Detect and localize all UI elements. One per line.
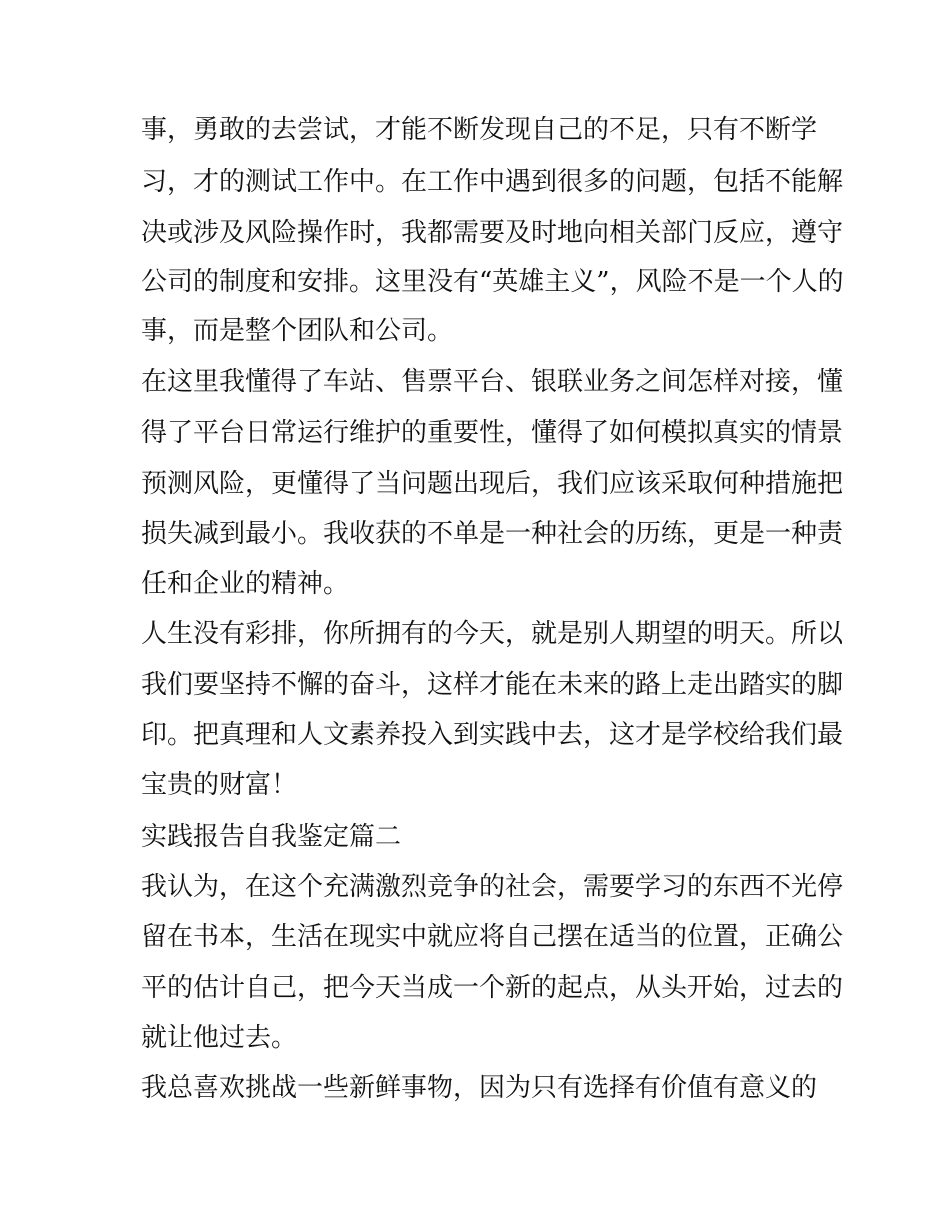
text-line: 我认为，在这个充满激烈竞争的社会，需要学习的东西不光停 xyxy=(141,872,844,902)
text-line: 事，而是整个团队和公司。 xyxy=(141,316,454,346)
text-line: 任和企业的精神。 xyxy=(141,569,350,599)
text-line: 预测风险，更懂得了当问题出现后，我们应该采取何种措施把 xyxy=(141,469,844,499)
text-line: 得了平台日常运行维护的重要性，懂得了如何模拟真实的情景 xyxy=(141,418,844,448)
text-line: 宝贵的财富！ xyxy=(141,770,298,800)
text-line: 我们要坚持不懈的奋斗，这样才能在未来的路上走出踏实的脚 xyxy=(141,670,844,700)
text-line: 在这里我懂得了车站、售票平台、银联业务之间怎样对接，懂 xyxy=(141,367,844,397)
text-line: 习，才的测试工作中。在工作中遇到很多的问题，包括不能解 xyxy=(141,167,844,197)
text-line: 我总喜欢挑战一些新鲜事物，因为只有选择有价值有意义的 xyxy=(141,1073,818,1103)
text-line: 就让他过去。 xyxy=(141,1023,298,1053)
text-line: 公司的制度和安排。这里没有“英雄主义”，风险不是一个人的 xyxy=(141,267,844,297)
text-line: 平的估计自己，把今天当成一个新的起点，从头开始，过去的 xyxy=(141,973,844,1003)
text-line: 事，勇敢的去尝试，才能不断发现自己的不足，只有不断学 xyxy=(141,115,818,145)
text-line: 决或涉及风险操作时，我都需要及时地向相关部门反应，遵守 xyxy=(141,218,844,248)
section-heading: 实践报告自我鉴定篇二 xyxy=(141,822,402,852)
text-line: 印。把真理和人文素养投入到实践中去，这才是学校给我们最 xyxy=(141,720,844,750)
text-line: 损失减到最小。我收获的不单是一种社会的历练，更是一种责 xyxy=(141,519,844,549)
text-line: 人生没有彩排，你所拥有的今天，就是别人期望的明天。所以 xyxy=(141,619,844,649)
text-line: 留在书本，生活在现实中就应将自己摆在适当的位置，正确公 xyxy=(141,922,844,952)
